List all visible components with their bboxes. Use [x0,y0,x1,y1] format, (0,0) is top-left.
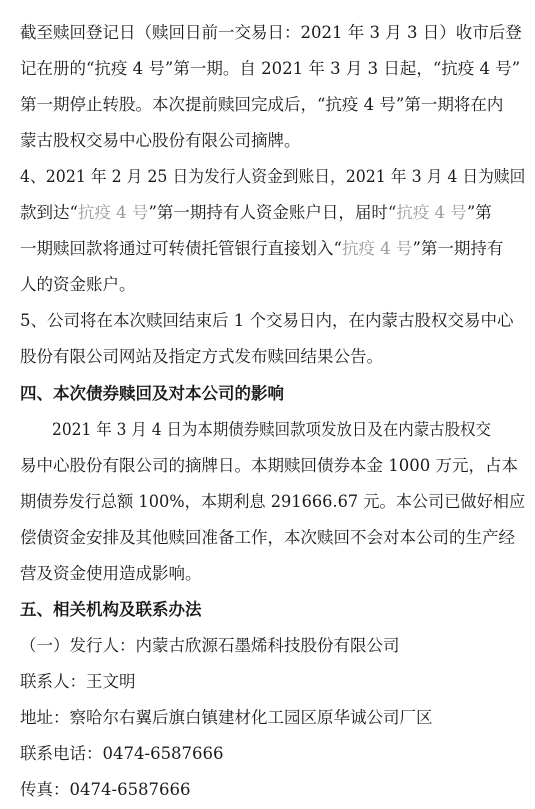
text-run: ”第一期持有 [412,239,504,259]
bond-name-faded: 抗疫 4 号 [77,203,149,223]
address-line: 地址：察哈尔右翼后旗白镇建材化工园区原华诚公司厂区 [20,707,433,727]
bond-name-faded: 抗疫 4 号 [396,203,467,223]
paragraph-line: 营及资金使用造成影响。 [20,563,202,583]
paragraph-line: 期债券发行总额 100%，本期利息 291666.67 元。本公司已做好相应 [20,491,526,511]
paragraph-line: 截至赎回登记日（赎回日前一交易日：2021 年 3 月 3 日）收市后登 [20,23,522,42]
fax-line: 传真：0474-6587666 [20,780,191,799]
list-item-5-line: 股份有限公司网站及指定方式发布赎回结果公告。 [20,347,383,367]
list-item-5-line: 5、公司将在本次赎回结束后 1 个交易日内，在内蒙古股权交易中心 [20,311,514,331]
text-run: ”第 [466,203,492,223]
section-heading-4: 四、本次债券赎回及对本公司的影响 [20,383,284,403]
paragraph-line: 2021 年 3 月 4 日为本期债券赎回款项发放日及在内蒙古股权交 [52,419,492,439]
list-item-4-line: 4、2021 年 2 月 25 日为发行人资金到账日，2021 年 3 月 4 日为赎回 [20,167,526,187]
paragraph-line: 记在册的“抗疫 4 号”第一期。自 2021 年 3 月 3 日起，“抗疫 4 号” [20,59,521,78]
paragraph-line: 偿债资金安排及其他赎回准备工作，本次赎回不会对本公司的生产经 [20,527,515,547]
text-run: 款到达“ [20,203,78,223]
list-item-4-line [20,201,525,225]
contact-person: 联系人：王文明 [20,671,136,691]
paragraph-line: 易中心股份有限公司的摘牌日。本期赎回债券本金 1000 万元，占本 [20,455,518,475]
text-run: ”第一期持有人资金账户日，届时“ [148,203,397,223]
text-run: 一期赎回款将通过可转债托管银行直接划入“ [20,239,342,259]
bond-name-faded: 抗疫 4 号 [341,239,413,259]
list-item-4-line: 人的资金账户。 [20,275,136,295]
section-heading-5: 五、相关机构及联系办法 [20,599,202,619]
paragraph-line: 第一期停止转股。本次提前赎回完成后，“抗疫 4 号”第一期将在内 [20,95,504,115]
list-item-4-line [20,237,525,261]
phone-line: 联系电话：0474-6587666 [20,744,224,763]
issuer-line: （一）发行人：内蒙古欣源石墨烯科技股份有限公司 [20,635,400,655]
paragraph-line: 蒙古股权交易中心股份有限公司摘牌。 [20,131,301,151]
